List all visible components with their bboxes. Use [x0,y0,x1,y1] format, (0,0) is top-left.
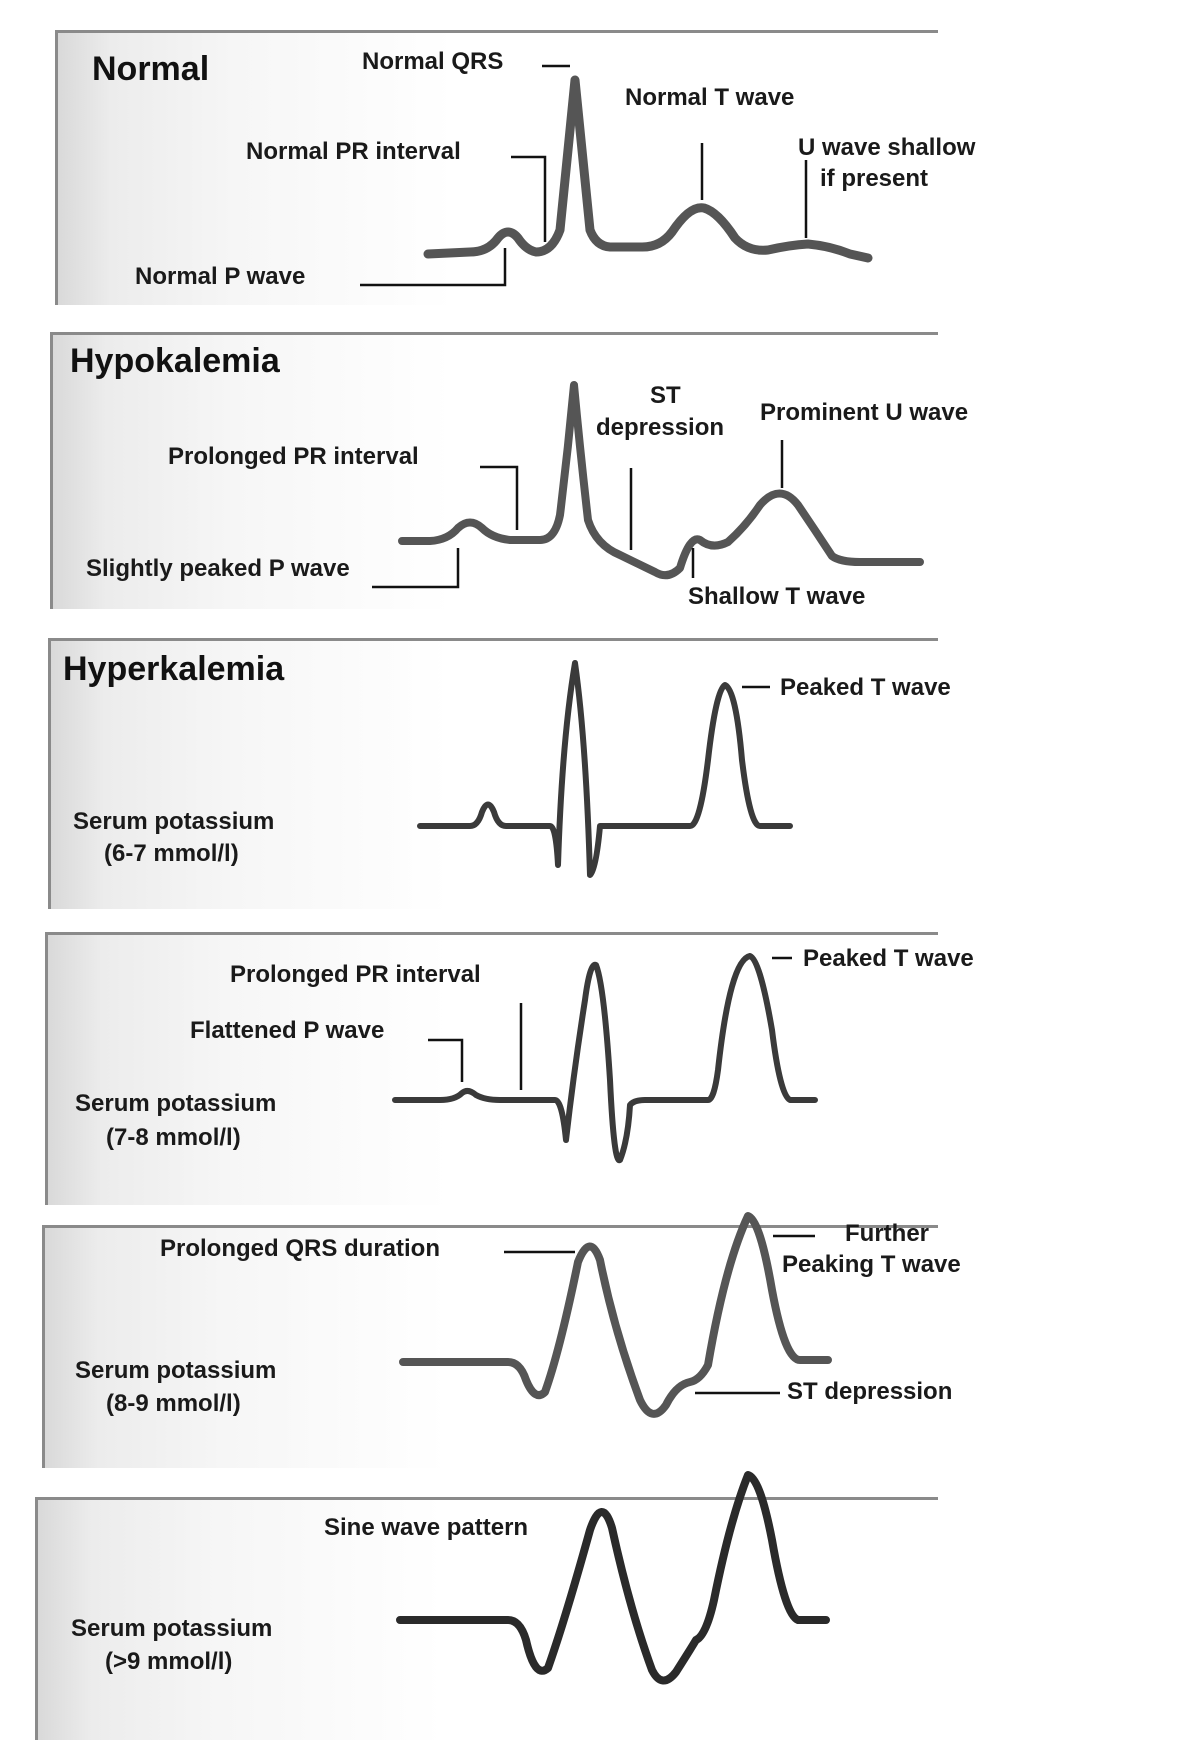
hypokalemia-p-wave-leader [372,548,458,587]
normal-u-wave-label-1: U wave shallow [798,134,976,161]
normal-t-wave-label: Normal T wave [625,84,795,111]
hyperkalemia-8-9-t-wave-label-1: Further [845,1220,929,1247]
hyperkalemia-6-7-serum-label-1: Serum potassium [73,808,275,835]
hyperkalemia-6-7-ecg-trace [420,663,790,875]
normal-pr-interval-label: Normal PR interval [246,138,461,165]
hyperkalemia-gt9-ecg-trace [400,1475,826,1681]
hypokalemia-t-wave-label: Shallow T wave [688,583,866,610]
hypokalemia-u-wave-label: Prominent U wave [760,399,969,426]
normal-title: Normal [92,50,210,88]
hyperkalemia-gt9-serum-label-2: (>9 mmol/l) [105,1648,233,1675]
hyperkalemia-7-8-t-wave-label: Peaked T wave [803,945,974,972]
hyperkalemia-8-9-st-label: ST depression [787,1378,953,1405]
hypokalemia-st-label-2: depression [596,414,725,441]
hyperkalemia-8-9-serum-label-2: (8-9 mmol/l) [106,1390,241,1417]
hyperkalemia-7-8-p-wave-leader [428,1040,462,1082]
hyperkalemia-title: Hyperkalemia [63,650,285,688]
normal-qrs-label: Normal QRS [362,48,504,75]
hyperkalemia-8-9-ecg-trace [403,1216,828,1414]
hyperkalemia-gt9-serum-label-1: Serum potassium [71,1615,273,1642]
hyperkalemia-7-8-pr-interval-label: Prolonged PR interval [230,961,481,988]
hyperkalemia-7-8-p-wave-label: Flattened P wave [190,1017,385,1044]
normal-pr-leader [511,157,545,242]
hyperkalemia-6-7-t-wave-label: Peaked T wave [780,674,951,701]
hypokalemia-st-label-1: ST [650,382,681,409]
hyperkalemia-gt9-sine-label: Sine wave pattern [324,1514,529,1541]
hyperkalemia-7-8-serum-label-2: (7-8 mmol/l) [106,1124,241,1151]
hyperkalemia-8-9-t-wave-label-2: Peaking T wave [782,1251,961,1278]
hypokalemia-title: Hypokalemia [70,342,280,380]
hyperkalemia-7-8-serum-label-1: Serum potassium [75,1090,277,1117]
hyperkalemia-8-9-qrs-label: Prolonged QRS duration [160,1235,440,1262]
hyperkalemia-6-7-serum-label-2: (6-7 mmol/l) [104,840,239,867]
normal-u-wave-label-2: if present [820,165,929,192]
hypokalemia-pr-interval-label: Prolonged PR interval [168,443,419,470]
hyperkalemia-8-9-serum-label-1: Serum potassium [75,1357,277,1384]
normal-p-wave-label: Normal P wave [135,263,306,290]
hypokalemia-p-wave-label: Slightly peaked P wave [86,555,350,582]
hypokalemia-pr-leader [480,467,517,530]
